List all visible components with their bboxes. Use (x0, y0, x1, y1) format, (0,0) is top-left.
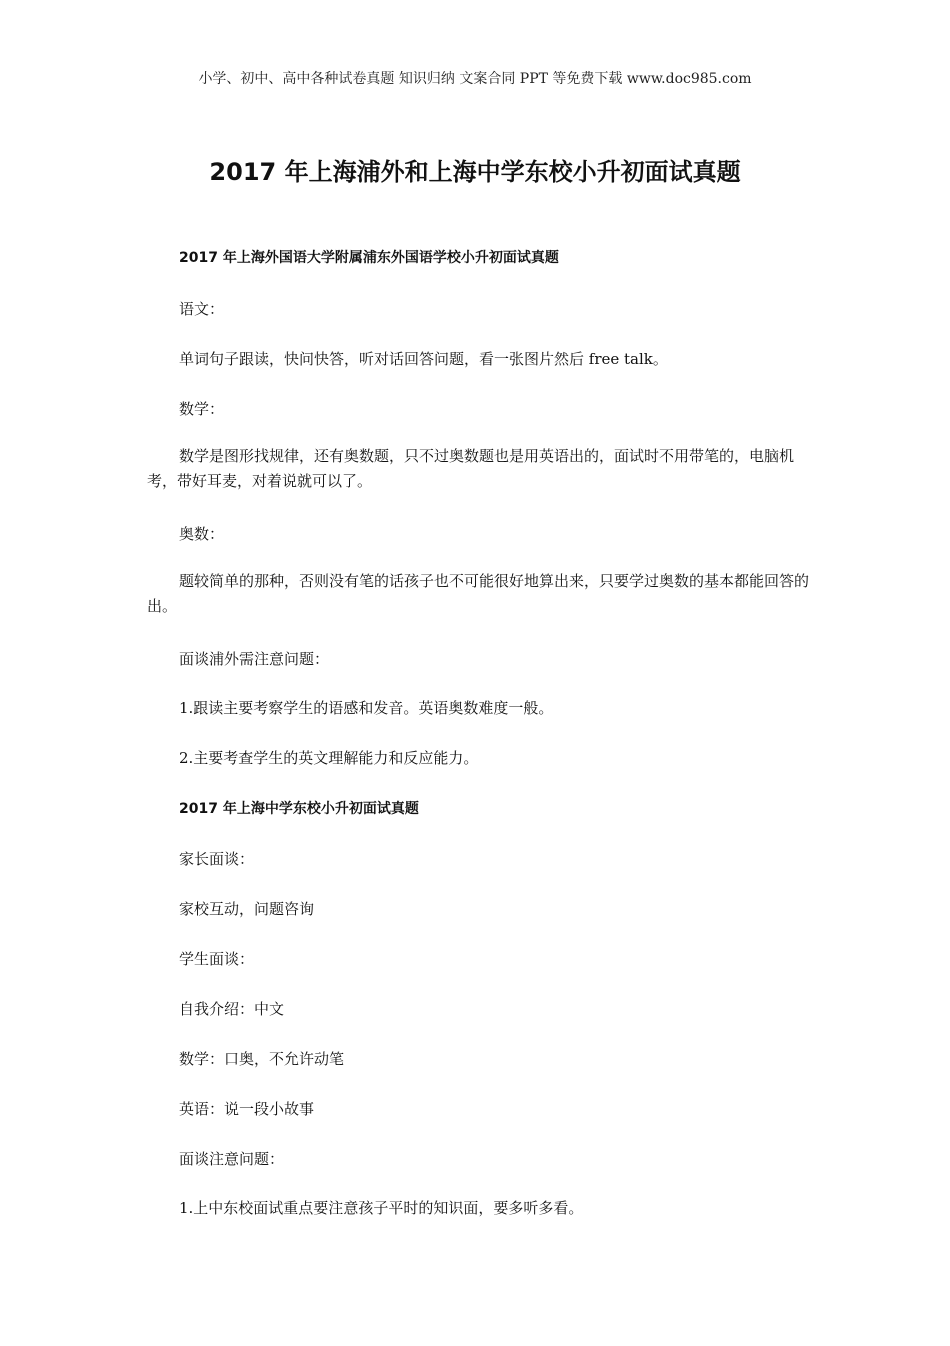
english-story: 英语：说一段小故事 (179, 1100, 315, 1118)
page-header: 小学、初中、高中各种试卷真题 知识归纳 文案合同 PPT 等免费下载 www.doc985.com (198, 71, 752, 87)
student-label: 学生面谈： (179, 950, 255, 968)
math-text: 数学是图形找规律，还有奥数题，只不过奥数题也是用英语出的，面试时不用带笔的，电脑机考，带好耳麦，对着说就可以了。 (147, 447, 795, 490)
math-oral: 数学：口奥，不允许动笔 (179, 1050, 345, 1068)
pw-note-2: 2.主要考查学生的英文理解能力和反应能力。 (179, 749, 479, 767)
chinese-label: 语文： (179, 300, 225, 318)
olympiad-text: 题较简单的那种，否则没有笔的话孩子也不可能很好地算出来，只要学过奥数的基本都能回答的出。 (147, 572, 810, 615)
olympiad-label: 奥数： (179, 525, 225, 543)
parent-label: 家长面谈： (179, 850, 255, 868)
parent-text: 家校互动，问题咨询 (179, 900, 315, 918)
math-label: 数学： (179, 400, 225, 418)
document-title: 2017 年上海浦外和上海中学东校小升初面试真题 (209, 158, 741, 186)
pw-notes-label: 面谈浦外需注意问题： (179, 650, 330, 668)
sz-note-1: 1.上中东校面试重点要注意孩子平时的知识面，要多听多看。 (179, 1199, 584, 1217)
sz-notes-label: 面谈注意问题： (179, 1150, 285, 1168)
section1-heading: 2017 年上海外国语大学附属浦东外国语学校小升初面试真题 (179, 250, 559, 266)
section2-heading: 2017 年上海中学东校小升初面试真题 (179, 801, 419, 817)
self-intro: 自我介绍：中文 (179, 1000, 285, 1018)
chinese-text: 单词句子跟读，快问快答，听对话回答问题，看一张图片然后 free talk。 (179, 350, 668, 368)
pw-note-1: 1.跟读主要考察学生的语感和发音。英语奥数难度一般。 (179, 699, 554, 717)
